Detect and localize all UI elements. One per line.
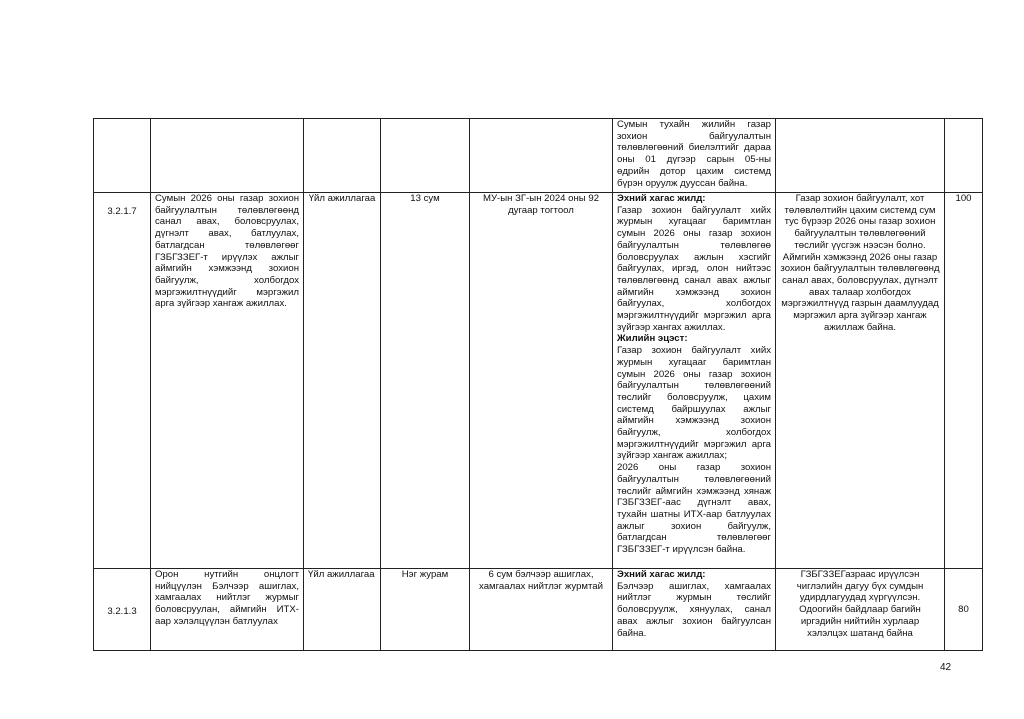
performance-criteria xyxy=(613,119,776,193)
activity-table xyxy=(93,118,983,651)
row-number: 3.2.1.7 xyxy=(94,193,151,569)
performance-criteria xyxy=(613,569,776,651)
criteria-heading-first-half: Эхний хагас жилд: xyxy=(617,569,706,580)
row-number: 3.2.1.3 xyxy=(94,569,151,651)
target-value: Нэг журам xyxy=(381,569,470,651)
criteria-heading-year-end: Жилийн эцэст: xyxy=(617,333,688,345)
activity-description: Сумын 2026 оны газар зохион байгуулалтын төлөвлөгөөнд санал авах, боловсруулах, дүгнэлт авах, батлуулах, батлагдсан төлөвлөгөөг ГЗБГЗЗЕГ-т ирүүлэх ажлыг аймгийн хэмжээнд зохион байгуулж, холбогдох мэргэжилтнүүдийг мэргэжил арга зүйгээр хангаж ажиллах. xyxy=(151,193,304,569)
baseline-value: МУ-ын ЗГ-ын 2024 оны 92 дугаар тогтоол xyxy=(470,193,613,569)
table-row xyxy=(94,119,983,193)
criteria-text: 2026 оны газар зохион байгуулалтын төлөвлөгөөний төслийг аймгийн хэмжээнд хянаж ГЗБГЗЗЕГ-аас дүгнэлт авах, тухайн шатны ИТХ-аар батлуулах ажлыг зохион байгуулж, батлагдсан төлөвлөгөөг ГЗБГЗЗЕГ-т ирүүлсэн байна. xyxy=(617,462,771,556)
target-value xyxy=(381,119,470,193)
implementation-report xyxy=(776,119,945,193)
baseline-value xyxy=(470,119,613,193)
table-row xyxy=(94,569,983,651)
implementation-report: Газар зохион байгуулалт, хот төлөвлөлтийн цахим системд сум тус бүрээр 2026 оны газар зохион байгуулалтын төлөвлөгөөний төслийг үүсгэж нээсэн болно. Аймгийн хэмжээнд 2026 оны газар зохион байгуулалтын төлөвлөгөөнд санал авах, боловсруулах, дүгнэлт авах талаар холбогдох мэргэжилтнүүд газрын даамлуудад мэргэжил арга зүйгээр хангаж ажиллаж байна. xyxy=(776,193,945,569)
implementation-report: ГЗБГЗЗЕГазраас ирүүлсэн чиглэлийн дагуу бүх сумдын удирдлагуудад хүргүүлсэн. Одоогийн байдлаар багийн иргэдийн нийтийн хурлаар хэлэлцэх шатанд байна xyxy=(776,569,945,651)
page-number: 42 xyxy=(940,662,952,673)
activity-description: Орон нутгийн онцлогт нийцүүлэн Бэлчээр ашиглах, хамгаалах нийтлэг журмыг боловсруулан, аймгийн ИТХ-аар хэлэлцүүлэн батлуулах xyxy=(151,569,304,651)
criteria-text: Газар зохион байгуулалт хийх журмын хугацааг баримтлан сумын 2026 оны газар зохион байгуулалтын төлөвлөгөөний төслийг боловсруулж, цахим системд байршуулах ажлыг аймгийн хэмжээнд зохион байгуулж, холбогдох мэргэжилтнүүдийг мэргэжил арга зүйгээр хангаж ажиллах; xyxy=(617,345,771,462)
activity-type: Үйл ажиллагаа xyxy=(304,193,381,569)
row-number xyxy=(94,119,151,193)
activity-type: Үйл ажиллагаа xyxy=(304,569,381,651)
score xyxy=(945,119,983,193)
criteria-text: Бэлчээр ашиглах, хамгаалах нийтлэг журмын төслийг боловсруулж, хянуулах, санал авах ажлыг зохион байгуулсан байна. xyxy=(617,580,771,639)
score: 80 xyxy=(945,569,983,651)
activity-type xyxy=(304,119,381,193)
target-value: 13 сум xyxy=(381,193,470,569)
criteria-heading-first-half: Эхний хагас жилд: xyxy=(617,193,706,204)
activity-description xyxy=(151,119,304,193)
criteria-text: Сумын тухайн жилийн газар зохион байгуулалтын төлөвлөгөөний биелэлтийг дараа оны 01 дүгээр сарын 05-ны өдрийн дотор цахим системд бүрэн оруулж дууссан байна. xyxy=(617,119,771,189)
criteria-text: Газар зохион байгуулалт хийх журмын хугацааг баримтлан сумын 2026 оны газар зохион байгуулалтын төлөвлөгөө боловсруулах ажлын хэсгийг байгуулах, иргэд, олон нийтээс төлөвлөгөөнд санал авах ажлыг аймгийн хэмжээнд зохион байгуулах, холбогдох мэргэжилтнүүдийг мэргэжил арга зүйгээр хангах ажиллах. xyxy=(617,204,771,333)
table-row xyxy=(94,193,983,569)
baseline-value: 6 сум бэлчээр ашиглах, хамгаалах нийтлэг журмтай xyxy=(470,569,613,651)
score: 100 xyxy=(945,193,983,569)
performance-criteria xyxy=(613,193,776,569)
